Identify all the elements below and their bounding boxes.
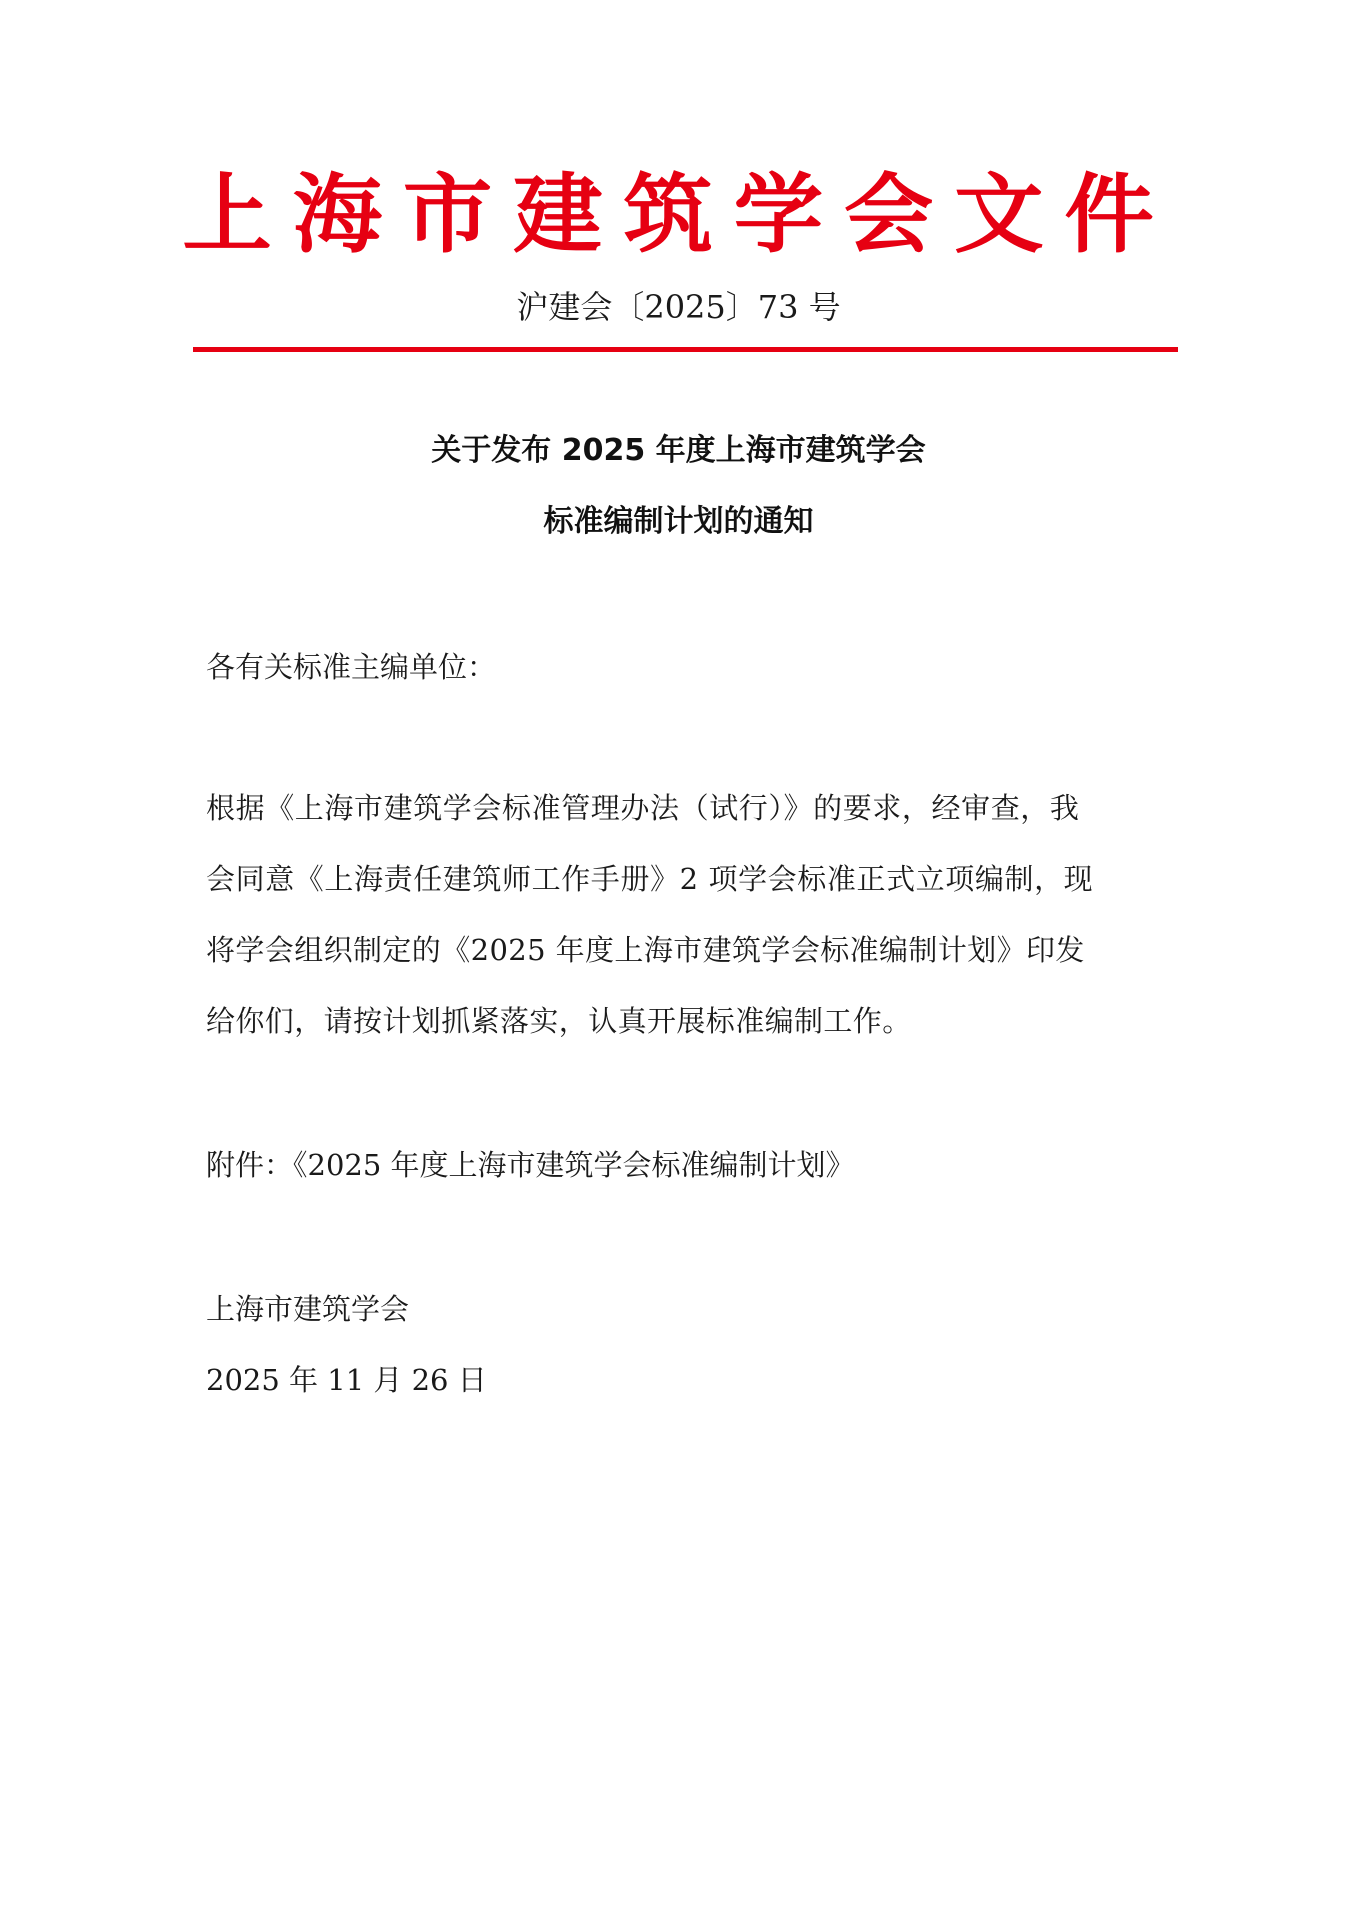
notice-title-line-2: 标准编制计划的通知 bbox=[543, 504, 814, 539]
notice-title-line-1: 关于发布 2025 年度上海市建筑学会 bbox=[431, 433, 926, 468]
salutation: 各有关标准主编单位： bbox=[206, 650, 497, 684]
red-divider-line bbox=[193, 347, 1178, 352]
body-line: 根据《上海市建筑学会标准管理办法（试行）》的要求，经审查，我 bbox=[206, 791, 1080, 825]
body-line: 会同意《上海责任建筑师工作手册》2 项学会标准正式立项编制，现 bbox=[206, 862, 1094, 896]
body-line: 给你们，请按计划抓紧落实，认真开展标准编制工作。 bbox=[206, 1004, 912, 1038]
attachment-note: 附件：《2025 年度上海市建筑学会标准编制计划》 bbox=[206, 1148, 855, 1182]
signature-date: 2025 年 11 月 26 日 bbox=[206, 1363, 487, 1397]
body-line: 将学会组织制定的《2025 年度上海市建筑学会标准编制计划》印发 bbox=[206, 933, 1085, 967]
signature-organization: 上海市建筑学会 bbox=[206, 1292, 410, 1326]
document-masthead: 上海市建筑学会文件 bbox=[182, 165, 1175, 265]
document-number: 沪建会〔2025〕73 号 bbox=[516, 288, 841, 326]
